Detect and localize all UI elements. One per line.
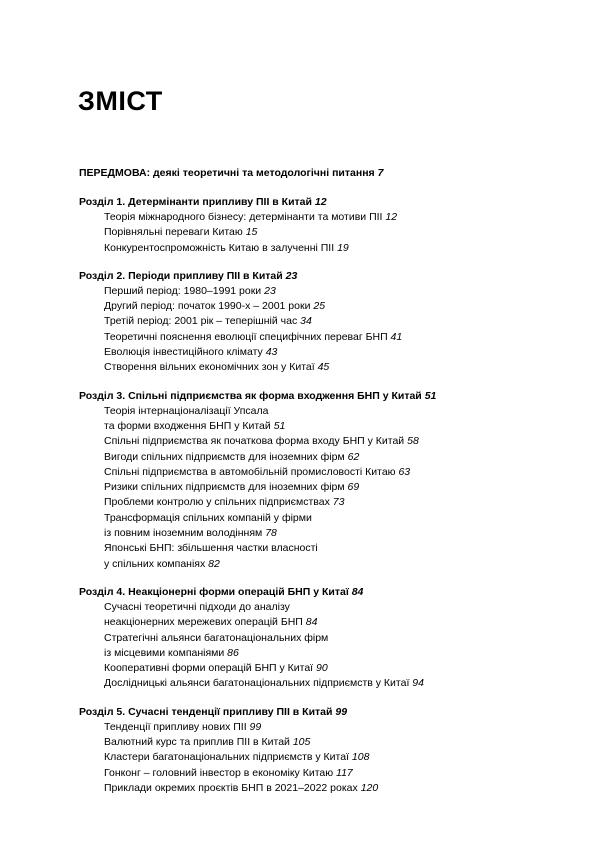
page-number: 12 xyxy=(385,211,398,223)
toc-entry[interactable] xyxy=(104,766,559,781)
toc-chapter-items xyxy=(79,210,559,256)
page-number: 84 xyxy=(351,585,364,598)
toc-entry-text: Спільні підприємства як початкова форма входу БНП у Китай xyxy=(104,435,405,448)
toc-chapter-heading[interactable] xyxy=(79,585,559,600)
toc-entry-text: та форми входження БНП у Китай xyxy=(104,419,271,432)
page-number: 99 xyxy=(335,705,348,718)
toc-entry-text: Другий період: початок 1990-х – 2001 роки xyxy=(104,300,311,313)
page-number: 12 xyxy=(314,196,327,208)
page-number: 58 xyxy=(407,435,419,448)
page-number: 82 xyxy=(208,557,220,570)
toc-entry-text: Валютний курс та приплив ПІІ в Китай xyxy=(104,736,290,749)
page-number: 86 xyxy=(227,646,239,659)
page-number: 117 xyxy=(336,766,353,779)
page-number: 99 xyxy=(249,720,262,733)
page-number: 120 xyxy=(360,781,379,794)
page-number: 7 xyxy=(377,167,384,179)
toc-chapter-items xyxy=(79,720,559,796)
toc-chapter-title: Розділ 2. Періоди припливу ПІІ в Китай xyxy=(79,269,283,282)
toc-entry-text: Японські БНП: збільшення частки власності xyxy=(104,542,318,555)
toc-entry-text: у спільних компаніях xyxy=(104,557,206,570)
toc-chapter-3 xyxy=(79,389,559,572)
page-number: 43 xyxy=(265,346,278,359)
toc-entry-line xyxy=(104,661,559,676)
toc-chapter-1 xyxy=(79,195,559,256)
page-number: 78 xyxy=(265,527,277,540)
toc-entry[interactable] xyxy=(104,750,559,765)
toc-entry-text: Еволюція інвестиційного клімату xyxy=(104,346,263,359)
toc-entry-line xyxy=(104,631,559,646)
page-number: 51 xyxy=(424,389,437,402)
toc-entry-text: Тенденції припливу нових ПІІ xyxy=(104,720,247,733)
toc-entry-text: Теорія міжнародного бізнесу: детермінанти та мотиви ПІІ xyxy=(104,211,383,223)
page-number: 84 xyxy=(305,616,318,629)
toc-preface-label: ПЕРЕДМОВА: деякі теоретичні та методологічні питання xyxy=(79,167,375,179)
toc-entry-line xyxy=(104,720,559,735)
toc-chapter-heading[interactable] xyxy=(79,195,559,210)
toc-entry-text: Сучасні теоретичні підходи до аналізу xyxy=(104,600,290,613)
toc-entry[interactable] xyxy=(104,541,559,572)
toc-entry-line xyxy=(104,450,559,465)
page-number: 34 xyxy=(300,315,312,328)
toc-entry-line xyxy=(104,241,559,256)
toc-entry[interactable] xyxy=(104,299,559,314)
toc-entry-line xyxy=(104,495,559,510)
toc-entry-text: Трансформація спільних компаній у фірми xyxy=(104,511,312,524)
toc-entry-text: Третій період: 2001 рік – теперішній час xyxy=(104,315,298,328)
toc-chapter-title: Розділ 5. Сучасні тенденції припливу ПІІ в Китай xyxy=(79,705,333,718)
toc-entry[interactable] xyxy=(104,345,559,360)
page-number: 63 xyxy=(398,465,411,478)
toc-entry-line xyxy=(104,404,559,419)
toc-entry-line xyxy=(104,781,559,796)
toc-entry-text: Проблеми контролю у спільних підприємствах xyxy=(104,496,330,509)
toc-entry-line xyxy=(104,419,559,434)
toc-entry[interactable] xyxy=(104,450,559,465)
toc-entry-line xyxy=(104,750,559,765)
toc-entry-text: Вигоди спільних підприємств для іноземних фірм xyxy=(104,450,345,463)
toc-entry[interactable] xyxy=(104,735,559,750)
page-number: 45 xyxy=(317,361,330,374)
toc-entry-text: Перший період: 1980–1991 роки xyxy=(104,284,262,297)
toc-entry-text: Кооперативні форми операцій БНП у Китаї xyxy=(104,662,314,675)
toc-entry[interactable] xyxy=(104,284,559,299)
toc-entry-line xyxy=(104,330,559,345)
toc-entry[interactable] xyxy=(104,480,559,495)
toc-entry-line xyxy=(104,465,559,480)
toc-preface[interactable] xyxy=(79,166,559,181)
page-number: 41 xyxy=(390,330,403,343)
table-of-contents xyxy=(79,166,559,809)
toc-chapter-5 xyxy=(79,705,559,796)
toc-chapter-4 xyxy=(79,585,559,692)
toc-entry-line xyxy=(104,299,559,314)
toc-entry[interactable] xyxy=(104,495,559,510)
toc-chapter-title: Розділ 4. Неакціонерні форми операцій БНП у Китаї xyxy=(79,585,349,598)
toc-entry-line xyxy=(104,345,559,360)
toc-entry-line xyxy=(104,735,559,750)
toc-entry-line xyxy=(104,480,559,495)
page-number: 73 xyxy=(332,496,345,509)
toc-chapter-items xyxy=(79,600,559,692)
toc-entry[interactable] xyxy=(104,314,559,329)
toc-entry-line xyxy=(104,360,559,375)
toc-entry[interactable] xyxy=(104,631,559,662)
toc-entry-text: Порівняльні переваги Китаю xyxy=(104,226,243,239)
page-number: 108 xyxy=(351,751,370,764)
toc-entry-text: Гонконг – головний інвестор в економіку Китаю xyxy=(104,766,334,779)
toc-entry[interactable] xyxy=(104,225,559,240)
toc-entry-text: із місцевими компаніями xyxy=(104,646,225,659)
toc-entry[interactable] xyxy=(104,330,559,345)
toc-entry-line xyxy=(104,314,559,329)
toc-entry-text: із повним іноземним володінням xyxy=(104,527,263,540)
page-number: 51 xyxy=(273,419,286,432)
toc-entry-line xyxy=(104,511,559,526)
toc-entry[interactable] xyxy=(104,404,559,435)
toc-entry-text: Стратегічні альянси багатонаціональних фірм xyxy=(104,631,329,644)
page-number: 94 xyxy=(412,677,424,690)
toc-entry-line xyxy=(104,434,559,449)
toc-entry-line xyxy=(104,646,559,661)
toc-entry-text: Конкурентоспроможність Китаю в залученні ПІІ xyxy=(104,241,335,254)
page-number: 15 xyxy=(245,226,258,239)
toc-entry-text: Спільні підприємства в автомобільній промисловості Китаю xyxy=(104,465,396,478)
toc-entry-line xyxy=(104,541,559,556)
toc-entry-line xyxy=(104,676,559,691)
page-number: 23 xyxy=(264,284,276,297)
toc-entry-text: Кластери багатонаціональних підприємств у Китаї xyxy=(104,751,349,764)
page-number: 19 xyxy=(337,241,349,254)
page-title: ЗМІСТ xyxy=(78,86,163,116)
toc-chapter-title: Розділ 1. Детермінанти припливу ПІІ в Китай xyxy=(79,196,312,208)
page-number: 23 xyxy=(285,269,298,282)
toc-entry-line xyxy=(104,526,559,541)
toc-entry-text: Створення вільних економічних зон у Китаї xyxy=(104,361,315,374)
toc-entry-line xyxy=(104,557,559,572)
toc-entry-text: Теорія інтернаціоналізації Упсала xyxy=(104,404,269,417)
toc-entry[interactable] xyxy=(104,676,559,691)
toc-entry-line xyxy=(104,600,559,615)
toc-entry-line xyxy=(104,210,559,225)
page-number: 69 xyxy=(347,481,360,494)
toc-entry-line xyxy=(104,284,559,299)
toc-entry[interactable] xyxy=(104,600,559,631)
toc-chapter-heading[interactable] xyxy=(79,269,559,284)
toc-chapter-heading[interactable] xyxy=(79,389,559,404)
page-number: 62 xyxy=(347,450,360,463)
toc-entry[interactable] xyxy=(104,511,559,542)
toc-entry-line xyxy=(104,225,559,240)
page-number: 105 xyxy=(292,736,311,749)
toc-entry[interactable] xyxy=(104,360,559,375)
toc-entry[interactable] xyxy=(104,781,559,796)
page-number: 90 xyxy=(316,662,328,675)
toc-chapter-heading[interactable] xyxy=(79,705,559,720)
toc-entry-text: Приклади окремих проєктів БНП в 2021–2022 роках xyxy=(104,781,358,794)
toc-entry[interactable] xyxy=(104,465,559,480)
toc-entry-text: Теоретичні пояснення еволюції специфічних переваг БНП xyxy=(104,330,388,343)
toc-chapter-items xyxy=(79,404,559,572)
toc-chapter-2 xyxy=(79,269,559,376)
toc-entry[interactable] xyxy=(104,720,559,735)
toc-entry-text: Дослідницькі альянси багатонаціональних підприємств у Китаї xyxy=(104,677,410,690)
toc-entry[interactable] xyxy=(104,434,559,449)
toc-entry[interactable] xyxy=(104,210,559,225)
toc-entry-text: Ризики спільних підприємств для іноземних фірм xyxy=(104,481,345,494)
toc-chapter-title: Розділ 3. Спільні підприємства як форма входження БНП у Китай xyxy=(79,389,422,402)
toc-entry-text: неакціонерних мережевих операцій БНП xyxy=(104,616,303,629)
page-number: 25 xyxy=(313,300,326,313)
toc-chapter-items xyxy=(79,284,559,376)
toc-entry[interactable] xyxy=(104,241,559,256)
toc-entry[interactable] xyxy=(104,661,559,676)
toc-entry-line xyxy=(104,766,559,781)
toc-entry-line xyxy=(104,615,559,630)
